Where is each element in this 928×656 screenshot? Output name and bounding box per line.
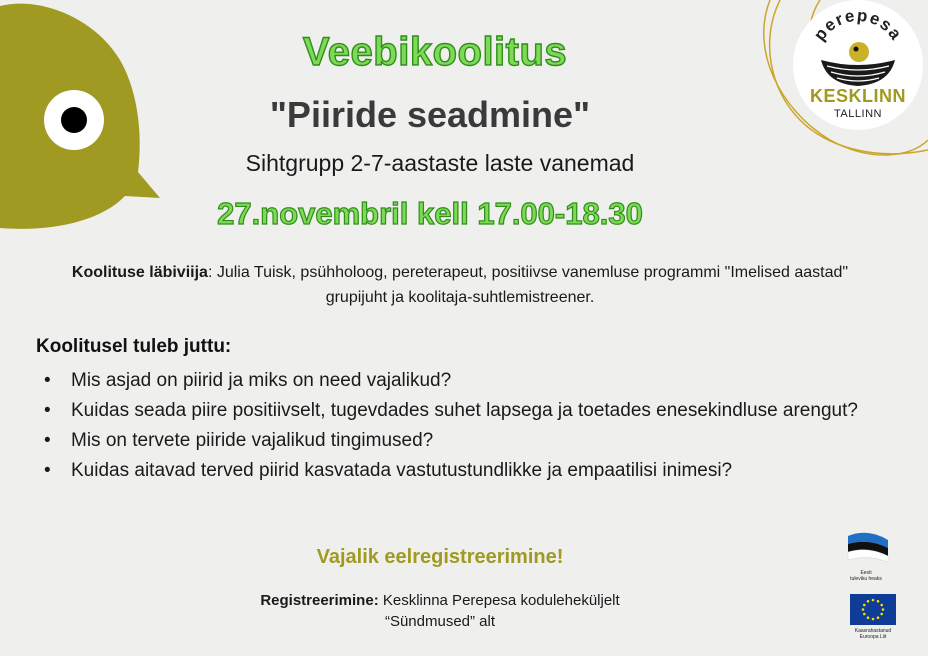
- topics-list: [36, 366, 916, 486]
- preregistration-notice: Vajalik eelregistreerimine!: [316, 546, 564, 568]
- eu-caption: [844, 628, 902, 640]
- flag-caption-line1: Eesti: [860, 570, 872, 576]
- logo-city: TALLINN: [834, 108, 882, 120]
- logo-arc-text: [810, 6, 906, 44]
- flag-caption: [836, 570, 896, 582]
- registration-text-line2: “Sündmused” alt: [384, 613, 496, 630]
- registration-info: [180, 590, 700, 632]
- estonian-flag-icon: [836, 530, 896, 570]
- eu-caption-line1: Kaasrahastanud: [854, 628, 892, 634]
- logo-district: KESKLINN: [809, 86, 906, 106]
- flag-caption-line2: tuleviku heaks: [850, 576, 882, 582]
- eesti-tuleviku-heaks-logo: [836, 530, 896, 586]
- registration-label: Registreerimine:: [260, 592, 379, 609]
- list-item: • Kuidas aitavad terved piirid kasvatada vastutustundlikke ja empaatilisi inimesi?: [36, 456, 916, 486]
- logo-arc-textpath: perepesa: [810, 5, 907, 45]
- target-audience: Sihtgrupp 2-7-aastaste laste vanemad: [245, 150, 635, 176]
- topics-heading: Koolitusel tuleb juttu:: [36, 336, 232, 357]
- eu-flag-icon: [850, 594, 896, 625]
- event-type-title: Veebikoolitus: [302, 30, 568, 74]
- trainer-info: [60, 260, 860, 310]
- eu-caption-line2: Euroopa Liit: [859, 634, 887, 640]
- list-item: • Mis on tervete piiride vajalikud tingimused?: [36, 426, 916, 456]
- trainer-label: Koolituse läbiviija: [71, 264, 208, 281]
- list-item: • Mis asjad on piirid ja miks on need vajalikud?: [36, 366, 916, 396]
- eu-cofunded-logo: [848, 594, 898, 650]
- list-item: • Kuidas seada piire positiivselt, tugevdades suhet lapsega ja toetades enesekindluse arengut?: [36, 396, 916, 426]
- trainer-description: : Julia Tuisk, psühholoog, pereterapeut, positiivse vanemluse programmi "Imelised aastad" grupijuht ja koolitaja-suhtlemistreener.: [207, 264, 849, 306]
- event-date-time: 27.novembril kell 17.00-18.30: [217, 196, 643, 231]
- event-name: "Piiride seadmine": [269, 94, 591, 135]
- registration-text: Kesklinna Perepesa koduleheküljelt: [378, 592, 620, 609]
- perepesa-kesklinn-logo: [793, 0, 923, 130]
